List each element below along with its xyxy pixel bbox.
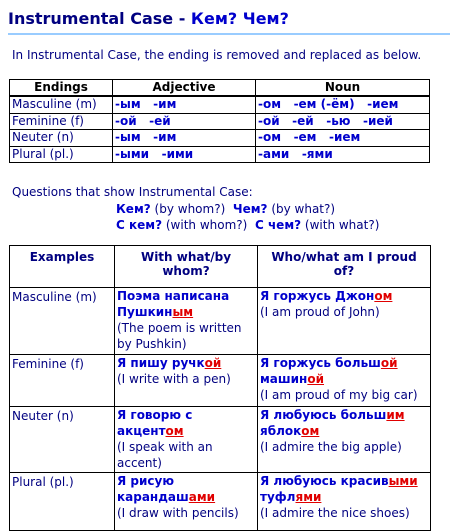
endings-row-plural: [10, 146, 430, 163]
example-ru: Я рисую: [117, 474, 175, 488]
example-translation: (I admire the big apple): [260, 440, 402, 454]
example-translation: (I speak with an accent): [117, 440, 213, 470]
question-ru: Кем?: [116, 202, 151, 216]
example-ru: Я горжусь Джон: [260, 289, 375, 303]
row-label: Masculine (m): [10, 288, 115, 355]
case-ending: ом: [165, 424, 184, 438]
case-ending: ой: [204, 356, 222, 370]
example-ru: акцент: [117, 424, 166, 438]
example-with-what: [115, 407, 258, 473]
header-endings: Endings: [10, 80, 113, 97]
example-proud-of: [258, 288, 431, 355]
row-label: Feminine (f): [10, 355, 115, 407]
example-row-feminine: [10, 355, 431, 407]
example-translation: (I am proud of my big car): [260, 388, 418, 402]
intro-text: In Instrumental Case, the ending is removed and replaced as below.: [12, 48, 422, 62]
example-with-what: [115, 355, 258, 407]
endings-row-masculine: [10, 96, 430, 113]
question-en: (by whom?): [150, 202, 233, 216]
example-translation: (I write with a pen): [117, 372, 231, 386]
example-row-neuter: [10, 407, 431, 473]
row-label: Feminine (f): [10, 113, 113, 130]
example-translation: (I am proud of John): [260, 305, 380, 319]
question-ru: Чем?: [232, 202, 268, 216]
row-label: Neuter (n): [10, 407, 115, 473]
noun-endings: -ами -ями: [256, 146, 430, 163]
examples-table: [9, 245, 431, 531]
header-with-what: With what/by whom?: [115, 246, 258, 288]
example-ru: Пушкин: [117, 305, 173, 319]
noun-endings: -ой -ей -ью -ией: [256, 113, 430, 130]
adjective-endings: -ыми -ими: [113, 146, 256, 163]
endings-row-feminine: [10, 113, 430, 130]
example-ru: Поэма написана: [117, 289, 230, 303]
example-proud-of: [258, 355, 431, 407]
question-ru: С кем?: [116, 218, 163, 232]
row-label: Plural (pl.): [10, 146, 113, 163]
example-translation: (The poem is written by Pushkin): [117, 321, 242, 351]
adjective-endings: -ым -им: [113, 130, 256, 147]
endings-header-row: [10, 80, 430, 97]
case-ending: ом: [374, 289, 393, 303]
example-row-plural: [10, 473, 431, 531]
adjective-endings: -ой -ей: [113, 113, 256, 130]
example-ru: Я говорю с: [117, 408, 193, 422]
example-ru: Я любуюсь больш: [260, 408, 387, 422]
example-translation: (I admire the nice shoes): [260, 506, 410, 520]
page-title: [8, 6, 450, 35]
example-ru: яблок: [260, 424, 302, 438]
example-ru: Я любуюсь красив: [260, 474, 389, 488]
example-proud-of: [258, 407, 431, 473]
examples-header-row: [10, 246, 431, 288]
example-row-masculine: [10, 288, 431, 355]
adjective-endings: -ым -им: [113, 96, 256, 113]
questions-line-2: [116, 217, 379, 233]
case-ending: ой: [307, 372, 325, 386]
question-en: (with whom?): [162, 218, 255, 232]
case-ending: ями: [295, 490, 322, 504]
example-with-what: [115, 473, 258, 531]
example-ru: Я горжусь больш: [260, 356, 381, 370]
example-ru: карандаш: [117, 490, 189, 504]
title-part-russian: Кем? Чем?: [190, 9, 289, 28]
example-with-what: [115, 288, 258, 355]
example-translation: (I draw with pencils): [117, 506, 239, 520]
case-ending: ом: [301, 424, 320, 438]
noun-endings: -ом -ем (-ём) -ием: [256, 96, 430, 113]
endings-table: [9, 79, 430, 163]
title-part-english: Instrumental Case -: [8, 9, 191, 28]
case-ending: ым: [172, 305, 194, 319]
case-ending: ой: [380, 356, 398, 370]
example-proud-of: [258, 473, 431, 531]
example-ru: машин: [260, 372, 308, 386]
header-proud-of: Who/what am I proud of?: [258, 246, 431, 288]
question-en: (with what?): [301, 218, 380, 232]
noun-endings: -ом -ем -ием: [256, 130, 430, 147]
endings-row-neuter: [10, 130, 430, 147]
example-ru: Я пишу ручк: [117, 356, 205, 370]
case-ending: им: [386, 408, 405, 422]
questions-heading: Questions that show Instrumental Case:: [12, 185, 253, 199]
row-label: Neuter (n): [10, 130, 113, 147]
example-ru: туфл: [260, 490, 296, 504]
questions-line-1: [116, 201, 335, 217]
question-ru: С чем?: [254, 218, 302, 232]
case-ending: ыми: [388, 474, 418, 488]
header-examples: Examples: [10, 246, 115, 288]
header-adjective: Adjective: [113, 80, 256, 97]
case-ending: ами: [188, 490, 216, 504]
header-noun: Noun: [256, 80, 430, 97]
row-label: Plural (pl.): [10, 473, 115, 531]
question-en: (by what?): [267, 202, 336, 216]
row-label: Masculine (m): [10, 96, 113, 113]
